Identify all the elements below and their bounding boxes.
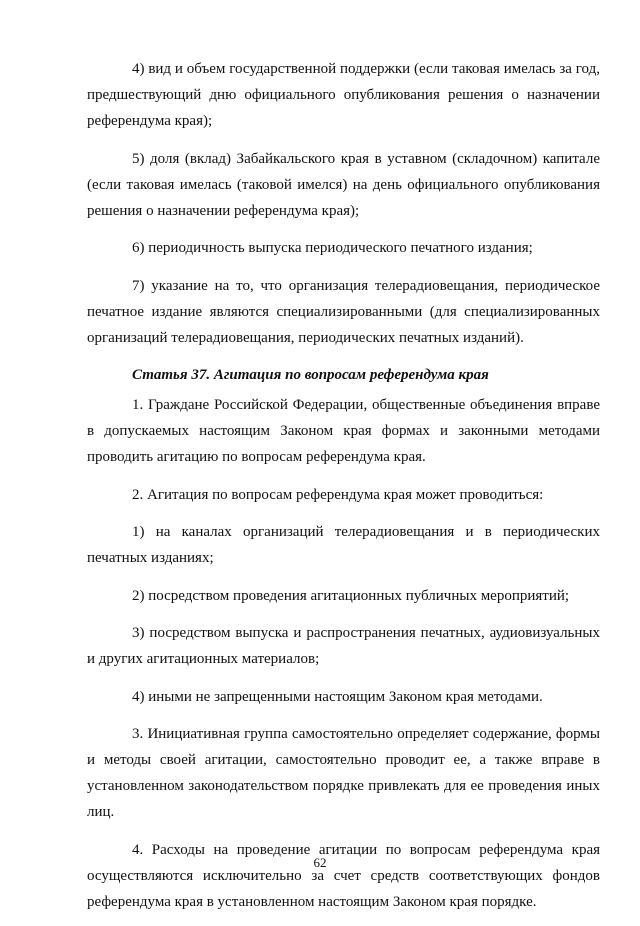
paragraph-item-5: 5) доля (вклад) Забайкальского края в уставном (складочном) капитале (если таковая имелась (таковой имелся) на день официального опубликования решения о назначении референдума края);	[87, 150, 600, 219]
page-content	[87, 56, 600, 926]
paragraph-subitem-2: 2) посредством проведения агитационных публичных мероприятий;	[132, 587, 570, 604]
paragraph-subitem-3: 3) посредством выпуска и распространения печатных, аудиовизуальных и других агитационных материалов;	[87, 625, 600, 667]
paragraph-clause-3: 3. Инициативная группа самостоятельно определяет содержание, формы и методы своей агитации, самостоятельно проводит ее, а также вправе в установленном законодательством порядке привлекать для ее проведения иных лиц.	[87, 726, 600, 820]
page-number: 62	[313, 855, 327, 870]
paragraph-clause-4: 4. Расходы на проведение агитации по вопросам референдума края осуществляются исключительно за счет средств соответствующих фондов референдума края в установленном настоящим Законом края порядке.	[87, 841, 600, 910]
paragraph-clause-2: 2. Агитация по вопросам референдума края может проводиться:	[132, 486, 544, 503]
paragraph-item-6: 6) периодичность выпуска периодического печатного издания;	[132, 240, 533, 256]
paragraph-clause-1: 1. Граждане Российской Федерации, общественные объединения вправе в допускаемых настоящим Законом края формах и законными методами проводить агитацию по вопросам референдума края.	[87, 397, 600, 465]
paragraph-subitem-4: 4) иными не запрещенными настоящим Законом края методами.	[132, 688, 543, 705]
paragraph-item-7: 7) указание на то, что организация телерадиовещания, периодическое печатное издание являются специализированными (для специализированных организаций телерадиовещания, периодических печатных изданий).	[87, 277, 600, 346]
article-heading: Статья 37. Агитация по вопросам референдума края	[132, 367, 489, 383]
paragraph-subitem-1: 1) на каналах организаций телерадиовещания и в периодических печатных изданиях;	[87, 524, 600, 566]
paragraph-item-4: 4) вид и объем государственной поддержки (если таковая имелась за год, предшествующий дню официального опубликования решения о назначении референдума края);	[87, 61, 600, 129]
